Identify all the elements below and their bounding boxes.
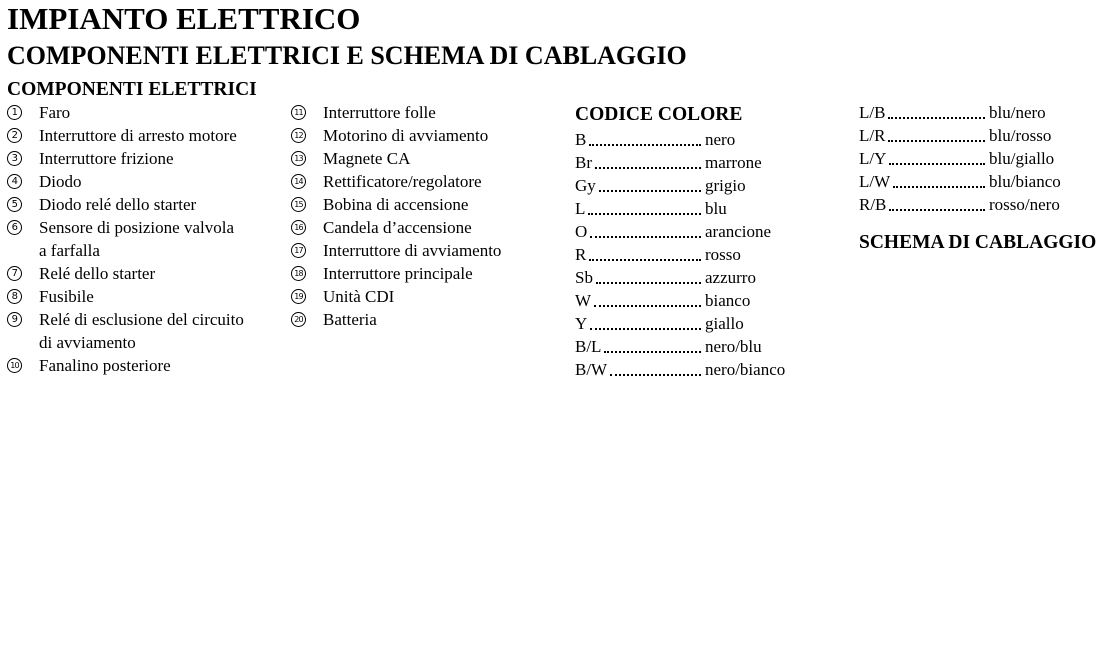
color-code-row [575, 289, 815, 312]
color-code: L/W [859, 172, 891, 191]
component-item [291, 170, 501, 193]
color-code: W [575, 291, 592, 310]
component-label-line: Motorino di avviamento [323, 126, 489, 145]
component-item [291, 101, 501, 124]
component-label-line: Fanalino posteriore [39, 356, 171, 375]
page-subtitle: COMPONENTI ELETTRICI E SCHEMA DI CABLAGGIO [7, 41, 687, 70]
color-code-row [575, 151, 815, 174]
color-name: nero/bianco [705, 360, 786, 379]
circled-number-icon: 10 [7, 358, 22, 373]
circled-number-icon: 14 [291, 174, 306, 189]
circled-number-icon: 18 [291, 266, 306, 281]
color-name: bianco [705, 291, 751, 310]
components-list-column-2 [291, 101, 501, 331]
color-code-list-column-2 [859, 101, 1089, 216]
color-code: L/Y [859, 149, 887, 168]
color-code-row [575, 266, 815, 289]
circled-number-icon: 8 [7, 289, 22, 304]
component-label-line: Sensore di posizione valvola [39, 218, 234, 237]
circled-number-icon: 20 [291, 312, 306, 327]
page-title: IMPIANTO ELETTRICO [7, 1, 361, 36]
circled-number-icon: 19 [291, 289, 306, 304]
color-code-row [859, 147, 1089, 170]
color-code: L [575, 199, 586, 218]
component-label-line: Diodo relé dello starter [39, 195, 197, 214]
color-name: nero/blu [705, 337, 762, 356]
color-code: B [575, 130, 587, 149]
circled-number-icon: 9 [7, 312, 22, 327]
components-list-column-1 [7, 101, 244, 377]
component-label-line: Diodo [39, 172, 82, 191]
color-name: rosso/nero [989, 195, 1060, 214]
dot-leader [610, 374, 701, 376]
color-name: blu/nero [989, 103, 1046, 122]
component-label-line: Faro [39, 103, 71, 122]
color-name: arancione [705, 222, 772, 241]
component-item [7, 308, 244, 354]
component-label-line: Interruttore di arresto motore [39, 126, 237, 145]
circled-number-icon: 11 [291, 105, 306, 120]
color-code: Sb [575, 268, 593, 287]
component-item [7, 216, 244, 262]
color-name: blu [705, 199, 727, 218]
color-name: blu/bianco [989, 172, 1061, 191]
color-code: Y [575, 314, 588, 333]
dot-leader [595, 167, 701, 169]
component-item [291, 124, 501, 147]
component-item [7, 147, 244, 170]
color-code-row [859, 170, 1089, 193]
color-code-row [859, 193, 1089, 216]
circled-number-icon: 13 [291, 151, 306, 166]
color-code: R [575, 245, 587, 264]
component-item [7, 101, 244, 124]
color-code-row [575, 174, 815, 197]
color-name: nero [705, 130, 736, 149]
dot-leader [893, 186, 985, 188]
color-code-row [575, 220, 815, 243]
color-code-list-column-1 [575, 128, 815, 381]
component-item [291, 285, 501, 308]
component-label-line: Fusibile [39, 287, 94, 306]
color-code-row [575, 243, 815, 266]
color-name: azzurro [705, 268, 756, 287]
color-name: marrone [705, 153, 762, 172]
components-heading: COMPONENTI ELETTRICI [7, 79, 257, 100]
color-name: blu/rosso [989, 126, 1052, 145]
component-item [7, 124, 244, 147]
color-name: grigio [705, 176, 746, 195]
color-code-row [859, 124, 1089, 147]
component-item [7, 193, 244, 216]
color-code-row [575, 197, 815, 220]
component-label-line: Candela d’accensione [323, 218, 472, 237]
component-label-line: Interruttore frizione [39, 149, 174, 168]
component-label-line: di avviamento [39, 333, 136, 352]
component-label-line: Bobina di accensione [323, 195, 469, 214]
color-code-row [859, 101, 1089, 124]
circled-number-icon: 15 [291, 197, 306, 212]
dot-leader [588, 213, 701, 215]
circled-number-icon: 5 [7, 197, 22, 212]
color-code: L/R [859, 126, 886, 145]
color-code: B/W [575, 360, 608, 379]
dot-leader [889, 209, 985, 211]
component-label-line: Interruttore di avviamento [323, 241, 502, 260]
color-code: Gy [575, 176, 596, 195]
component-label-line: Rettificatore/regolatore [323, 172, 482, 191]
circled-number-icon: 2 [7, 128, 22, 143]
component-item [291, 147, 501, 170]
color-code: O [575, 222, 588, 241]
color-name: blu/giallo [989, 149, 1055, 168]
dot-leader [594, 305, 701, 307]
color-code-row [575, 335, 815, 358]
color-code: B/L [575, 337, 602, 356]
component-item [7, 170, 244, 193]
circled-number-icon: 6 [7, 220, 22, 235]
dot-leader [889, 163, 985, 165]
circled-number-icon: 12 [291, 128, 306, 143]
component-label-line: Interruttore principale [323, 264, 473, 283]
circled-number-icon: 1 [7, 105, 22, 120]
color-code-row [575, 128, 815, 151]
component-label-line: a farfalla [39, 241, 100, 260]
circled-number-icon: 7 [7, 266, 22, 281]
component-label-line: Magnete CA [323, 149, 411, 168]
dot-leader [589, 144, 701, 146]
component-label-line: Interruttore folle [323, 103, 436, 122]
component-label-line: Batteria [323, 310, 377, 329]
color-name: rosso [705, 245, 741, 264]
circled-number-icon: 17 [291, 243, 306, 258]
dot-leader [590, 236, 701, 238]
dot-leader [888, 140, 985, 142]
dot-leader [599, 190, 701, 192]
component-label-line: Unità CDI [323, 287, 395, 306]
dot-leader [589, 259, 701, 261]
color-code: R/B [859, 195, 887, 214]
component-item [7, 354, 244, 377]
color-code-heading: CODICE COLORE [575, 104, 743, 125]
circled-number-icon: 4 [7, 174, 22, 189]
dot-leader [888, 117, 985, 119]
color-code: Br [575, 153, 592, 172]
color-code: L/B [859, 103, 886, 122]
component-item [291, 308, 501, 331]
color-name: giallo [705, 314, 744, 333]
component-label-line: Relé dello starter [39, 264, 156, 283]
dot-leader [590, 328, 701, 330]
dot-leader [596, 282, 701, 284]
component-item [291, 193, 501, 216]
circled-number-icon: 16 [291, 220, 306, 235]
color-code-row [575, 312, 815, 335]
component-item [291, 239, 501, 262]
component-item [291, 262, 501, 285]
color-code-row [575, 358, 815, 381]
dot-leader [604, 351, 701, 353]
component-item [7, 262, 244, 285]
wiring-diagram-heading: SCHEMA DI CABLAGGIO [859, 232, 1097, 253]
circled-number-icon: 3 [7, 151, 22, 166]
component-item [7, 285, 244, 308]
component-label-line: Relé di esclusione del circuito [39, 310, 244, 329]
component-item [291, 216, 501, 239]
